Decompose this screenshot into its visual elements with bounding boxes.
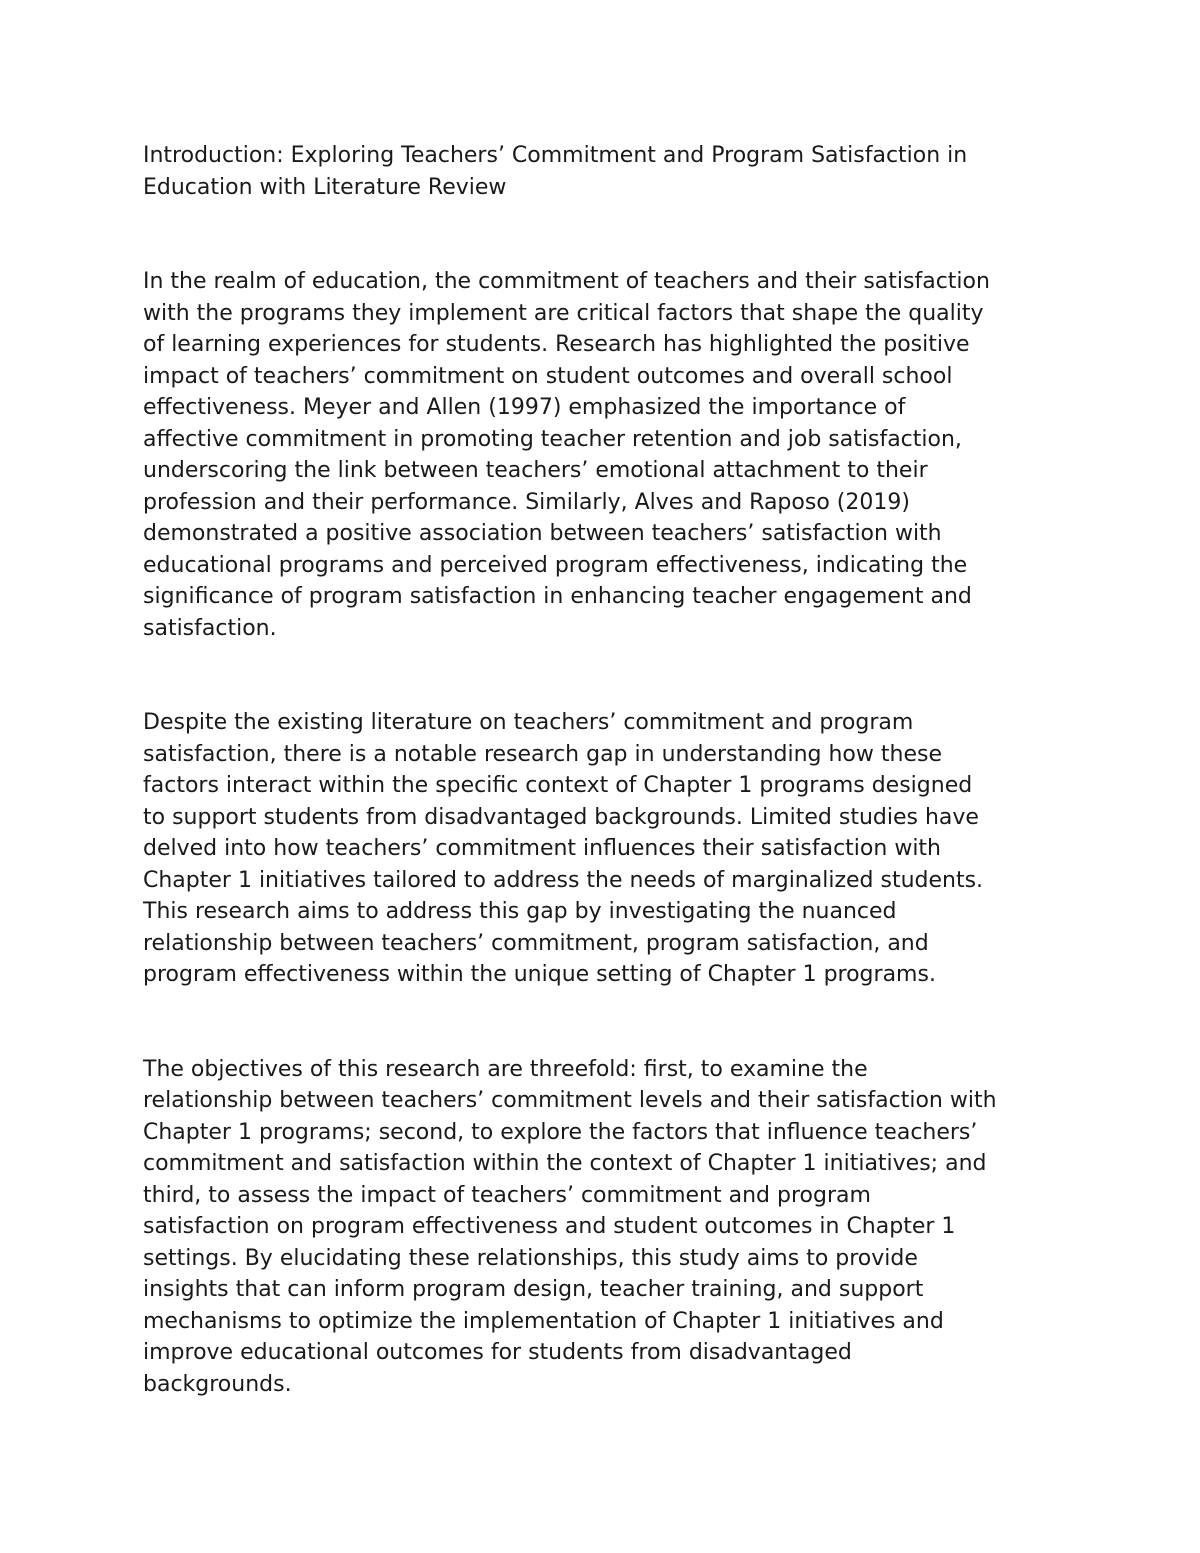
paragraph-intro: In the realm of education, the commitment of teachers and their satisfaction with the programs they implement are critical factors that shape the quality of learning experiences for students. Research has highlighted the positive impact of teachers’ commitment on student outcomes and overall school effectiveness. Meyer and Allen (1997) emphasized the importance of affective commitment in promoting teacher retention and job satisfaction, underscoring the link between teachers’ emotional attachment to their profession and their performance. Similarly, Alves and Raposo (2019) demonstrated a positive association between teachers’ satisfaction with educational programs and perceived program effectiveness, indicating the significance of program satisfaction in enhancing teacher engagement and satisfaction. [143,269,990,641]
paragraph-research-gap: Despite the existing literature on teachers’ commitment and program satisfaction, there is a notable research gap in understanding how these factors interact within the specific context of Chapter 1 programs designed to support students from disadvantaged backgrounds. Limited studies have delved into how teachers’ commitment influences their satisfaction with Chapter 1 initiatives tailored to address the needs of marginalized students. This research aims to address this gap by investigating the nuanced relationship between teachers’ commitment, program satisfaction, and program effectiveness within the unique setting of Chapter 1 programs. [143,710,984,987]
document-body [143,140,1083,1400]
paragraph-objectives: The objectives of this research are threefold: first, to examine the relationship between teachers’ commitment levels and their satisfaction with Chapter 1 programs; second, to explore the factors that influence teachers’ commitment and satisfaction within the context of Chapter 1 initiatives; and third, to assess the impact of teachers’ commitment and program satisfaction on program effectiveness and student outcomes in Chapter 1 settings. By elucidating these relationships, this study aims to provide insights that can inform program design, teacher training, and support mechanisms to optimize the implementation of Chapter 1 initiatives and improve educational outcomes for students from disadvantaged backgrounds. [143,1056,997,1397]
document-title: Introduction: Exploring Teachers’ Commitment and Program Satisfaction in Education with Literature Review [143,143,968,200]
